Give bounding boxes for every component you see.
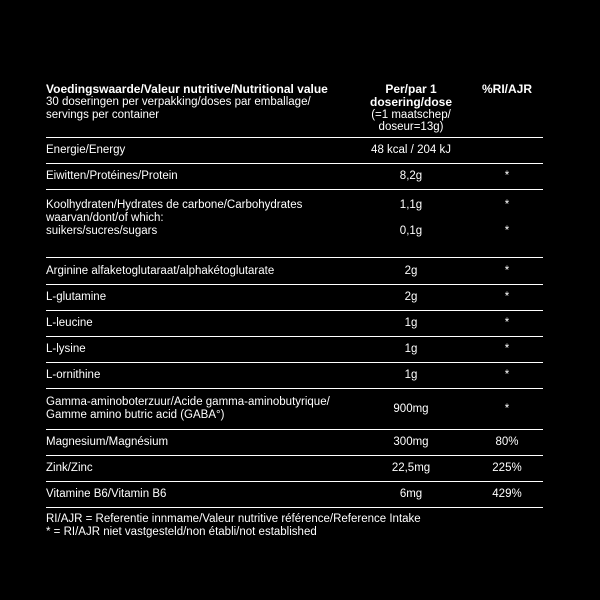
table-header xyxy=(46,80,543,138)
nutrient-ri: 80% xyxy=(495,436,519,448)
footnote xyxy=(46,513,543,539)
nutrient-name: Energie/Energy xyxy=(46,144,126,156)
table-row-gaba xyxy=(46,389,543,430)
sugars-name: suikers/sucres/sugars xyxy=(46,225,158,237)
nutrient-name: L-leucine xyxy=(46,317,93,329)
carbohydrates-ri: * xyxy=(504,199,510,211)
table-row-l-ornithine xyxy=(46,363,543,389)
nutrient-ri: 225% xyxy=(492,462,522,474)
nutrient-ri: * xyxy=(504,264,510,277)
nutrient-value: 6mg xyxy=(399,488,423,500)
nutrient-value: 1g xyxy=(404,317,418,329)
ri-heading: %RI/AJR xyxy=(481,82,532,96)
nutrition-table xyxy=(46,80,543,539)
nutrient-value: 8,2g xyxy=(399,170,423,182)
carbohydrates-value: 1,1g xyxy=(399,199,423,211)
table-row-protein xyxy=(46,164,543,190)
nutrient-value: 300mg xyxy=(393,436,429,448)
nutrient-name: L-glutamine xyxy=(46,291,107,303)
not-established-note: * = RI/AJR niet vastgesteld/non établi/not established xyxy=(46,526,317,538)
table-row-vitamin-b6 xyxy=(46,482,543,508)
nutrient-value: 1g xyxy=(404,369,418,381)
table-row-magnesium xyxy=(46,430,543,456)
nutrient-value: 2g xyxy=(404,291,418,303)
ri-definition: RI/AJR = Referentie innmame/Valeur nutritive référence/Reference Intake xyxy=(46,513,421,525)
gaba-name-line-1: Gamma-aminoboterzuur/Acide gamma-aminobutyrique/ xyxy=(46,396,330,408)
nutrient-name: Magnesium/Magnésium xyxy=(46,436,169,448)
nutrient-ri: * xyxy=(504,369,510,381)
table-row-carbohydrates xyxy=(46,190,543,258)
table-title: Voedingswaarde/Valeur nutritive/Nutritional value xyxy=(46,82,328,96)
nutrient-value: 22,5mg xyxy=(391,462,431,474)
nutrient-value: 1g xyxy=(404,343,418,355)
table-row-zinc xyxy=(46,456,543,482)
gaba-value: 900mg xyxy=(393,402,429,415)
per-dose-heading-1: Per/par 1 xyxy=(385,82,437,96)
table-row-energy xyxy=(46,138,543,164)
nutrient-name: Eiwitten/Protéines/Protein xyxy=(46,170,178,182)
per-dose-note-2: doseur=13g) xyxy=(378,121,444,133)
nutrient-ri: * xyxy=(504,170,510,182)
table-row-l-glutamine xyxy=(46,285,543,311)
nutrient-ri: * xyxy=(504,317,510,329)
table-row-l-leucine xyxy=(46,311,543,337)
per-dose-heading-2: dosering/dose xyxy=(369,95,452,109)
nutrient-value: 48 kcal / 204 kJ xyxy=(371,144,451,156)
sugars-ri: * xyxy=(504,225,510,237)
nutrient-name: Vitamine B6/Vitamin B6 xyxy=(46,488,167,500)
carbohydrates-name: Koolhydraten/Hydrates de carbone/Carbohydrates xyxy=(46,199,303,211)
nutrient-name: Zink/Zinc xyxy=(46,462,93,474)
nutrient-value: 2g xyxy=(404,264,418,277)
nutrient-name: Arginine alfaketoglutaraat/alphakétoglutarate xyxy=(46,264,275,277)
servings-line-1: 30 doseringen per verpakking/doses par emballage/ xyxy=(46,96,311,108)
nutrient-ri: * xyxy=(504,343,510,355)
nutrient-name: L-ornithine xyxy=(46,369,101,381)
of-which-label: waarvan/dont/of which: xyxy=(46,212,164,224)
table-row-l-lysine xyxy=(46,337,543,363)
nutrient-name: L-lysine xyxy=(46,343,86,355)
gaba-ri: * xyxy=(504,402,510,415)
table-row-arginine xyxy=(46,258,543,285)
nutrient-ri: 429% xyxy=(492,488,522,500)
sugars-value: 0,1g xyxy=(399,225,423,237)
per-dose-note-1: (=1 maatschep/ xyxy=(371,109,451,121)
gaba-name-line-2: Gamme amino butric acid (GABA°) xyxy=(46,409,225,421)
servings-line-2: servings per container xyxy=(46,109,160,121)
nutrient-ri: * xyxy=(504,291,510,303)
